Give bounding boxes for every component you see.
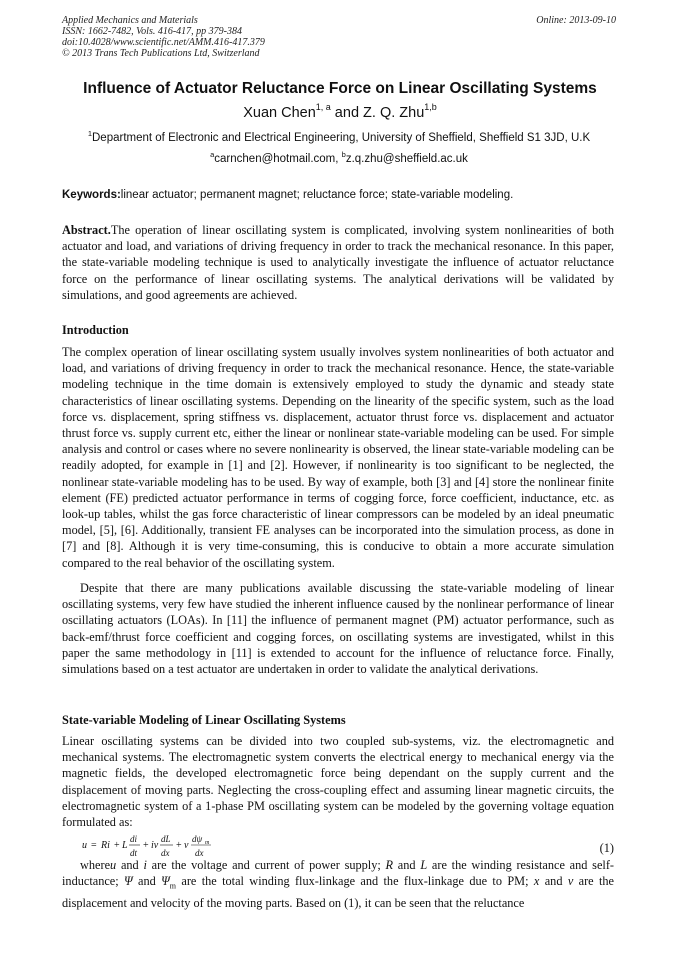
var-L: L bbox=[420, 858, 428, 872]
expl-7: are the total winding flux-linkage and the flux-linkage due to PM; bbox=[176, 874, 534, 889]
eq-dx-2: dx bbox=[195, 848, 204, 858]
affiliation bbox=[30, 130, 648, 146]
expl-where: where bbox=[80, 858, 111, 872]
author-1-superscript: 1, a bbox=[315, 102, 331, 112]
keywords-text: linear actuator; permanent magnet; reluctance force; state-variable modeling. bbox=[120, 189, 514, 201]
keywords bbox=[62, 187, 618, 203]
journal-name: Applied Mechanics and Materials bbox=[62, 15, 198, 26]
expl-5: are the winding resistance and self-inductance; bbox=[62, 858, 615, 889]
copyright: © 2013 Trans Tech Publications Ltd, Switzerland bbox=[62, 48, 260, 59]
var-x: x bbox=[533, 874, 540, 889]
eq-dpsi: dψ bbox=[192, 834, 203, 844]
state-variable-heading: State-variable Modeling of Linear Oscillating Systems bbox=[62, 713, 346, 727]
eq-v: v bbox=[184, 840, 189, 851]
author-conjunction: and bbox=[330, 105, 364, 121]
var-R: R bbox=[385, 858, 394, 872]
author-line bbox=[40, 103, 640, 123]
var-u: u bbox=[110, 858, 117, 872]
expl-8: and bbox=[539, 874, 568, 889]
var-i: i bbox=[143, 858, 147, 872]
var-v: v bbox=[567, 874, 574, 889]
online-date: Online: 2013-09-10 bbox=[536, 15, 616, 26]
introduction-heading: Introduction bbox=[62, 323, 129, 337]
author-1: Xuan Chen bbox=[243, 105, 316, 121]
introduction-paragraph-1: The complex operation of linear oscillating system usually involves system nonlinearities of both actuator and load, and variations of driving frequency in order to track the mechanical resonance. Hence, the state-variable modeling technique in the time domain is extensively employed to study the dynamic and steady state characteristics of linear oscillating systems. Depending on the linearity of the specific system, such as the load force vs. displacement, spring stiffness vs. displacement, actuator thrust force vs. displacement and actuator thrust force vs. supply current etc, either the linear or nonlinear state-variable modeling can be used. For simple analysis and control or cases where no severe nonlinearity is observed, the linear state-variable modeling can be readily adopted, for example in [1] and [2]. However, if nonlinearity is too significant to be neglected, the nonlinear state-variable modeling has to be used. By way of example, both [3] and [4] store the nonlinear finite element (FE) predicted actuator performance in terms of cogging force, force coefficient, inductance, etc. as look-up tables, whilst the gas force characteristic of linear compressors can be modeled by an ideal pneumatic model, [5], [6]. Additionally, transient FE analyses can be incorporated into the simulation process, as done in [7] and [8]. Although it is very time-consuming, this is conducive to obtain a more accurate simulation compared to the real behavior of the oscillating system. bbox=[62, 345, 614, 570]
email-a[interactable]: carnchen@hotmail.com, bbox=[214, 153, 342, 165]
eq-L: L bbox=[122, 840, 128, 851]
expl-6: and bbox=[132, 874, 162, 889]
expl-4: and bbox=[393, 858, 421, 872]
eq-di: di bbox=[130, 834, 138, 844]
issn: ISSN: 1662-7482, Vols. 416-417, pp 379-384 bbox=[62, 26, 242, 37]
var-psi-m: Ψ bbox=[161, 874, 170, 889]
explanation-text bbox=[62, 857, 618, 911]
abstract bbox=[62, 222, 614, 303]
affiliation-superscript: 1 bbox=[87, 129, 92, 138]
eq-iv: iv bbox=[151, 840, 159, 851]
eq-dx-1: dx bbox=[161, 848, 170, 858]
abstract-text: The operation of linear oscillating system is complicated, involving system nonlinearities of both actuator and load, and variations of driving frequency in order to track the mechanical resonance. In this paper, the state-variable modeling technique is used to analytically investigate the influence of actuator reluctance force on the performance of linear oscillating systems. The analytical derivations will be validated by simulations, and good agreements are achieved. bbox=[62, 223, 614, 302]
author-2-superscript: 1,b bbox=[424, 102, 437, 112]
author-2: Z. Q. Zhu bbox=[363, 105, 425, 121]
email-b[interactable]: z.q.zhu@sheffield.ac.uk bbox=[345, 153, 468, 165]
expl-2: and bbox=[116, 858, 144, 872]
var-psi-m-subscript: m bbox=[169, 881, 177, 891]
paper-title: Influence of Actuator Reluctance Force on Linear Oscillating Systems bbox=[83, 80, 597, 97]
eq-equals: = bbox=[91, 840, 97, 851]
introduction-paragraph-2: Despite that there are many publications available discussing the state-variable modeling of linear oscillating systems, very few have studied the inherent influence caused by the nonlinear performance of linear oscillating actuators (LOAs). In [11] the influence of permanent magnet (PM) actuator performance, such as back-emf/thrust force coefficient and cogging forces, on oscillating systems are investigated, whilst in this paper the same methodology in [11] is extended to account for the influence of reluctance force. Finally, simulations based on a test actuator are undertaken in order to validate the analytical derivations. bbox=[62, 581, 614, 677]
eq-plus-3: + bbox=[176, 840, 182, 851]
keywords-label: Keywords: bbox=[62, 189, 121, 201]
eq-plus-1: + bbox=[114, 840, 120, 851]
eq-u: u bbox=[82, 840, 87, 851]
eq-dt: dt bbox=[130, 848, 138, 858]
expl-9: are the displacement and velocity of the moving parts. Based on (1), it can be seen that the reluctance bbox=[62, 874, 618, 910]
eq-plus-2: + bbox=[143, 840, 149, 851]
eq-dL: dL bbox=[161, 834, 171, 844]
equation-explanation bbox=[62, 857, 618, 911]
email-line bbox=[30, 151, 648, 167]
state-variable-paragraph: Linear oscillating systems can be divided into two coupled sub-systems, viz. the electromagnetic and mechanical systems. The electromagnetic system converts the electrical energy to mechanical energy via the magnetic fields, the developed electromagnetic force being dependant on the supply current and the displacement of moving parts. Neglecting the cross-coupling effect and assuming linear magnetic circuits, the electromagnetic system of a 1-phase PM oscillating system can be modeled by the governing voltage equation formulated as: bbox=[62, 734, 614, 830]
email-b-superscript: b bbox=[341, 150, 346, 159]
doi: doi:10.4028/www.scientific.net/AMM.416-417.379 bbox=[62, 37, 265, 48]
email-a-superscript: a bbox=[210, 150, 215, 159]
expl-3: are the voltage and current of power supply; bbox=[146, 858, 386, 872]
affiliation-text: Department of Electronic and Electrical Engineering, University of Sheffield, Sheffield S1 3JD, U.K bbox=[92, 132, 591, 144]
var-psi: Ψ bbox=[124, 874, 133, 889]
equation-number: (1) bbox=[599, 841, 614, 855]
eq-Ri: Ri bbox=[101, 840, 110, 851]
abstract-label: Abstract. bbox=[62, 223, 111, 237]
eq-psi-subscript: m bbox=[205, 840, 210, 846]
journal-header bbox=[62, 15, 616, 59]
